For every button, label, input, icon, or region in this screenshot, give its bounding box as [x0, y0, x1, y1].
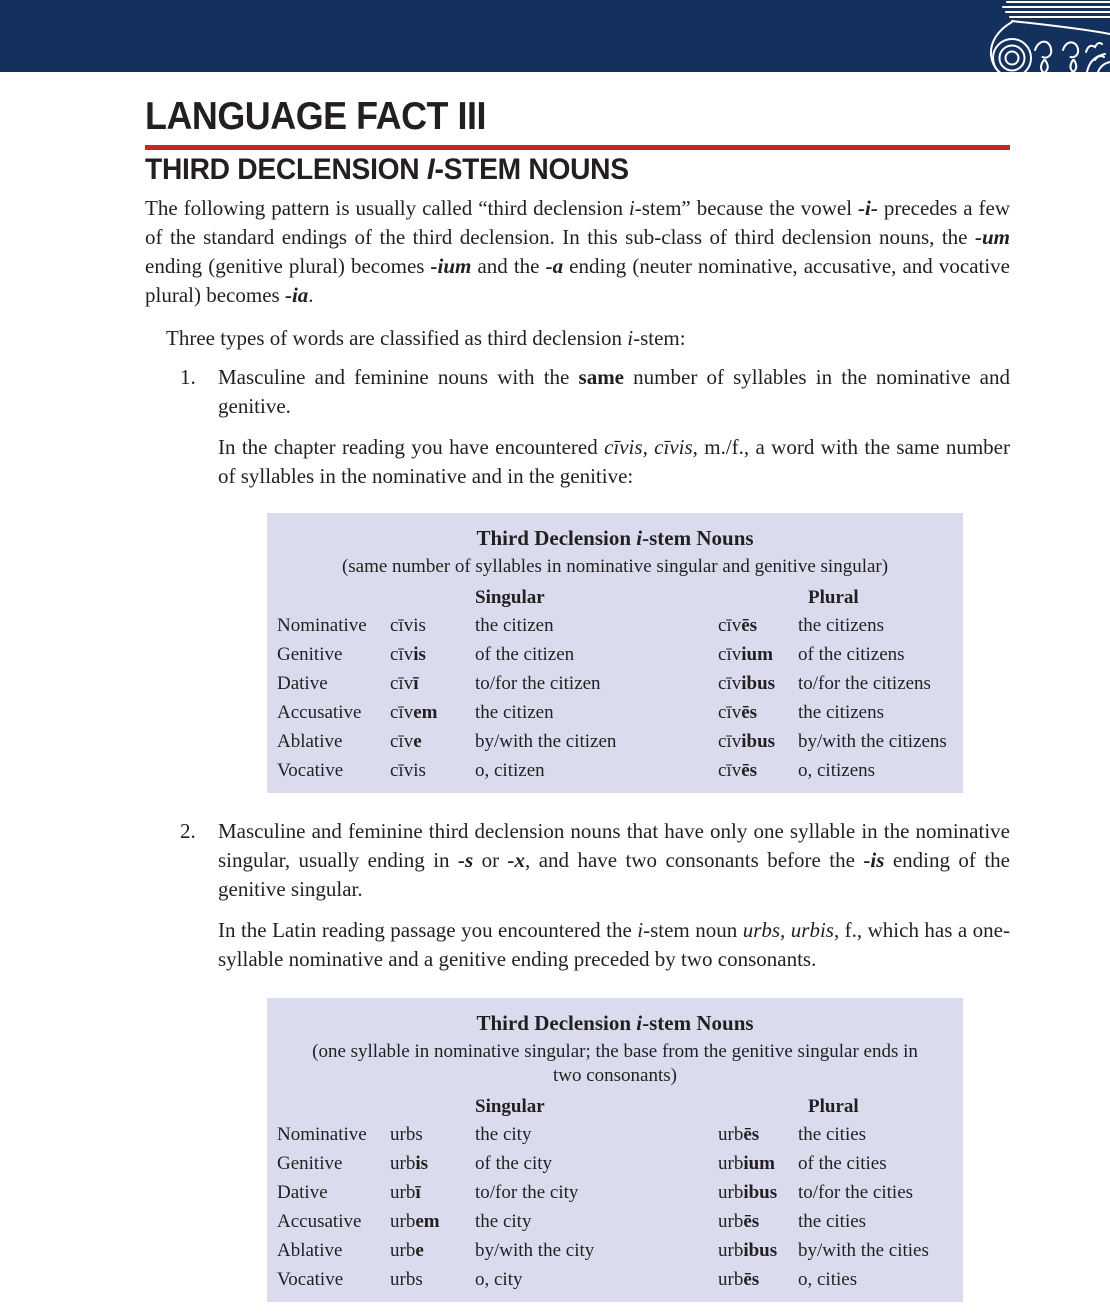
latin-singular: cīvis	[390, 760, 426, 781]
header-spacer	[267, 585, 390, 611]
english-plural: to/for the citizens	[798, 673, 931, 694]
latin-singular: urbs	[390, 1124, 423, 1145]
latin-singular: cīvis	[390, 644, 426, 665]
latin-plural: urbēs	[718, 1124, 760, 1145]
english-singular: to/for the city	[475, 1182, 579, 1203]
english-singular: the citizen	[475, 702, 554, 723]
english-plural: the cities	[798, 1211, 867, 1232]
case-label: Nominative	[277, 1124, 367, 1145]
latin-singular: urbī	[390, 1182, 421, 1203]
case-label: Vocative	[277, 1269, 344, 1290]
latin-plural: cīvēs	[718, 702, 758, 723]
table-row	[267, 1207, 963, 1236]
table-row	[267, 727, 963, 756]
table-header-row	[267, 585, 963, 611]
list-intro-paragraph: Three types of words are classified as third declension i-stem:	[166, 326, 686, 350]
english-singular: o, citizen	[475, 760, 545, 781]
table-row	[267, 640, 963, 669]
latin-singular: cīvis	[390, 615, 426, 636]
plural-header: Plural	[808, 1096, 859, 1117]
table-title: Third Declension i-stem Nouns	[476, 1011, 754, 1035]
case-label: Ablative	[277, 731, 343, 752]
latin-singular: cīve	[390, 731, 422, 752]
latin-plural: urbium	[718, 1153, 776, 1174]
page-title: LANGUAGE FACT III	[145, 95, 487, 138]
list-item-1-number: 1.	[180, 365, 196, 389]
top-banner	[0, 0, 1110, 72]
case-label: Dative	[277, 673, 328, 694]
page-content	[145, 72, 1010, 1302]
latin-singular: urbem	[390, 1211, 440, 1232]
header-spacer	[718, 585, 798, 611]
list-item-1-paragraph: In the chapter reading you have encountered cīvis, cīvis, m./f., a word with the same number of syllables in the nominative and in the genitive:	[218, 435, 1010, 488]
latin-plural: cīvibus	[718, 731, 776, 752]
english-singular: the city	[475, 1211, 532, 1232]
header-spacer	[718, 1094, 798, 1120]
case-label: Vocative	[277, 760, 344, 781]
ionic-column-capital-logo	[983, 0, 1110, 72]
latin-plural: cīvibus	[718, 673, 776, 694]
table-row	[267, 1178, 963, 1207]
latin-singular: cīvī	[390, 673, 419, 694]
case-label: Nominative	[277, 615, 367, 636]
english-singular: the city	[475, 1124, 532, 1145]
english-singular: of the citizen	[475, 644, 575, 665]
english-singular: o, city	[475, 1269, 523, 1290]
list-item-1	[145, 363, 1010, 421]
table-row	[267, 1120, 963, 1149]
english-plural: to/for the cities	[798, 1182, 914, 1203]
english-singular: by/with the citizen	[475, 731, 617, 752]
latin-plural: urbibus	[718, 1182, 778, 1203]
table-header-row	[267, 1094, 963, 1120]
singular-header: Singular	[475, 587, 545, 608]
table-title: Third Declension i-stem Nouns	[476, 526, 754, 550]
english-plural: of the cities	[798, 1153, 887, 1174]
latin-singular: urbs	[390, 1269, 423, 1290]
table-rows	[267, 1120, 963, 1294]
table-subtitle: (same number of syllables in nominative singular and genitive singular)	[341, 556, 889, 577]
singular-header: Singular	[475, 1096, 545, 1117]
latin-singular: cīvem	[390, 702, 438, 723]
latin-plural: cīvium	[718, 644, 773, 665]
latin-singular: urbis	[390, 1153, 429, 1174]
list-item-1-text: Masculine and feminine nouns with the same number of syllables in the nominative and genitive.	[218, 365, 1010, 418]
table-rows	[267, 611, 963, 785]
english-plural: by/with the citizens	[798, 731, 947, 752]
english-plural: the citizens	[798, 702, 884, 723]
table-row	[267, 1265, 963, 1294]
latin-plural: urbēs	[718, 1211, 760, 1232]
table-row	[267, 1236, 963, 1265]
table-row	[267, 669, 963, 698]
table-subtitle: (one syllable in nominative singular; the base from the genitive singular ends in two consonants)	[312, 1041, 918, 1086]
intro-paragraph: The following pattern is usually called “third declension i-stem” because the vowel -i- precedes a few of the standard endings of the third declension. In this sub-class of third declension nouns, the -um ending (genitive plural) becomes -ium and the -a ending (neuter nominative, accusative, and vocative plural) becomes -ia.	[145, 196, 1010, 307]
english-plural: o, cities	[798, 1269, 858, 1290]
header-spacer	[390, 1094, 475, 1120]
english-plural: the citizens	[798, 615, 884, 636]
case-label: Accusative	[277, 702, 362, 723]
case-label: Ablative	[277, 1240, 343, 1261]
list-item-2	[145, 817, 1010, 904]
table-row	[267, 756, 963, 785]
case-label: Dative	[277, 1182, 328, 1203]
declension-table-civis	[267, 513, 963, 793]
case-label: Genitive	[277, 1153, 343, 1174]
list-item-2-number: 2.	[180, 819, 196, 843]
declension-table-urbs	[267, 998, 963, 1302]
latin-plural: urbēs	[718, 1269, 760, 1290]
latin-plural: cīvēs	[718, 615, 758, 636]
english-plural: of the citizens	[798, 644, 905, 665]
english-plural: o, citizens	[798, 760, 876, 781]
case-label: Accusative	[277, 1211, 362, 1232]
english-plural: the cities	[798, 1124, 867, 1145]
table-row	[267, 698, 963, 727]
list-item-2-paragraph: In the Latin reading passage you encountered the i-stem noun urbs, urbis, f., which has a one-syllable nominative and a genitive ending preceded by two consonants.	[218, 918, 1010, 971]
table-row	[267, 611, 963, 640]
latin-plural: cīvēs	[718, 760, 758, 781]
latin-plural: urbibus	[718, 1240, 778, 1261]
case-label: Genitive	[277, 644, 343, 665]
list-item-2-text: Masculine and feminine third declension nouns that have only one syllable in the nominative singular, usually ending in -s or -x, and have two consonants before the -is ending of the genitive singular.	[218, 819, 1011, 901]
english-singular: by/with the city	[475, 1240, 595, 1261]
english-singular: the citizen	[475, 615, 554, 636]
plural-header: Plural	[808, 587, 859, 608]
section-title: THIRD DECLENSION I-STEM NOUNS	[145, 153, 629, 186]
english-singular: of the city	[475, 1153, 553, 1174]
table-row	[267, 1149, 963, 1178]
header-spacer	[390, 585, 475, 611]
latin-singular: urbe	[390, 1240, 424, 1261]
english-plural: by/with the cities	[798, 1240, 929, 1261]
header-spacer	[267, 1094, 390, 1120]
red-divider	[145, 145, 1010, 150]
english-singular: to/for the citizen	[475, 673, 601, 694]
